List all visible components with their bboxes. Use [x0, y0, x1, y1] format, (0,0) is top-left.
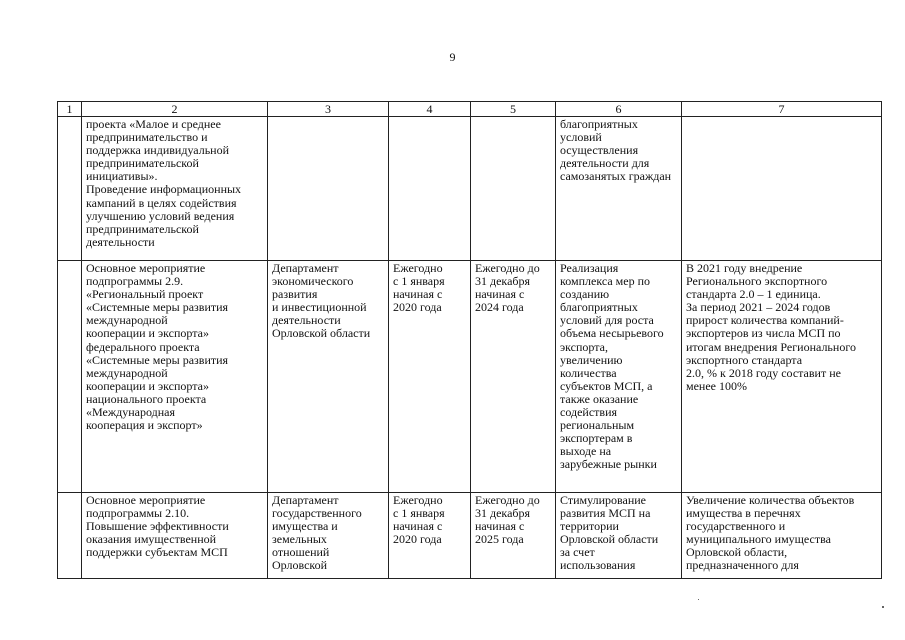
- scan-speck: [882, 606, 884, 608]
- column-header-5: 5: [471, 102, 556, 117]
- table-cell-executor: [268, 117, 389, 261]
- scan-speck: [698, 599, 699, 600]
- table-cell-start: Ежегодно с 1 января начиная с 2020 года: [389, 493, 471, 579]
- column-header-6: 6: [556, 102, 682, 117]
- table-cell-end: Ежегодно до 31 декабря начиная с 2025 года: [471, 493, 556, 579]
- header-row: [58, 102, 882, 117]
- column-header-2: 2: [82, 102, 268, 117]
- table-cell-result: В 2021 году внедрение Регионального экспортного стандарта 2.0 – 1 единица. За период 2021 – 2024 годов прирост количества компаний- экспортеров из числа МСП по итогам внедрения Регионального экспортного стандарта 2.0, % к 2018 году составит не менее 100%: [682, 261, 882, 493]
- measures-table: [57, 101, 882, 579]
- column-header-3: 3: [268, 102, 389, 117]
- table-cell-measure: Основное мероприятие подпрограммы 2.9. «Региональный проект «Системные меры развития международной кооперации и экспорта» федерального проекта «Системные меры развития международной кооперации и экспорта» национального проекта «Международная кооперация и экспорт»: [82, 261, 268, 493]
- table-row: [58, 493, 882, 579]
- column-header-1: 1: [58, 102, 82, 117]
- table-cell-number: [58, 493, 82, 579]
- table-cell-end: Ежегодно до 31 декабря начиная с 2024 года: [471, 261, 556, 493]
- table-cell-start: [389, 117, 471, 261]
- table-cell-measure: проекта «Малое и среднее предпринимательство и поддержка индивидуальной предпринимательской инициативы». Проведение информационных кампаний в целях содействия улучшению условий ведения предпринимательской деятельности: [82, 117, 268, 261]
- table-cell-end: [471, 117, 556, 261]
- table-cell-result: Увеличение количества объектов имущества в перечнях государственного и муниципального имущества Орловской области, предназначенного для: [682, 493, 882, 579]
- table-row: [58, 117, 882, 261]
- table-cell-number: [58, 261, 82, 493]
- table-cell-executor: Департамент государственного имущества и земельных отношений Орловской: [268, 493, 389, 579]
- column-header-4: 4: [389, 102, 471, 117]
- table-cell-executor: Департамент экономического развития и инвестиционной деятельности Орловской области: [268, 261, 389, 493]
- table-cell-number: [58, 117, 82, 261]
- table-cell-result: [682, 117, 882, 261]
- table-cell-measure: Основное мероприятие подпрограммы 2.10. Повышение эффективности оказания имущественной поддержки субъектам МСП: [82, 493, 268, 579]
- column-header-7: 7: [682, 102, 882, 117]
- table-cell-start: Ежегодно с 1 января начиная с 2020 года: [389, 261, 471, 493]
- table-cell-description: Стимулирование развития МСП на территории Орловской области за счет использования: [556, 493, 682, 579]
- table-cell-description: Реализация комплекса мер по созданию благоприятных условий для роста объема несырьевого экспорта, увеличению количества субъектов МСП, а также оказание содействия региональным экспортерам в выходе на зарубежные рынки: [556, 261, 682, 493]
- page-number: 9: [449, 50, 456, 64]
- table-cell-description: благоприятных условий осуществления деятельности для самозанятых граждан: [556, 117, 682, 261]
- table-row: [58, 261, 882, 493]
